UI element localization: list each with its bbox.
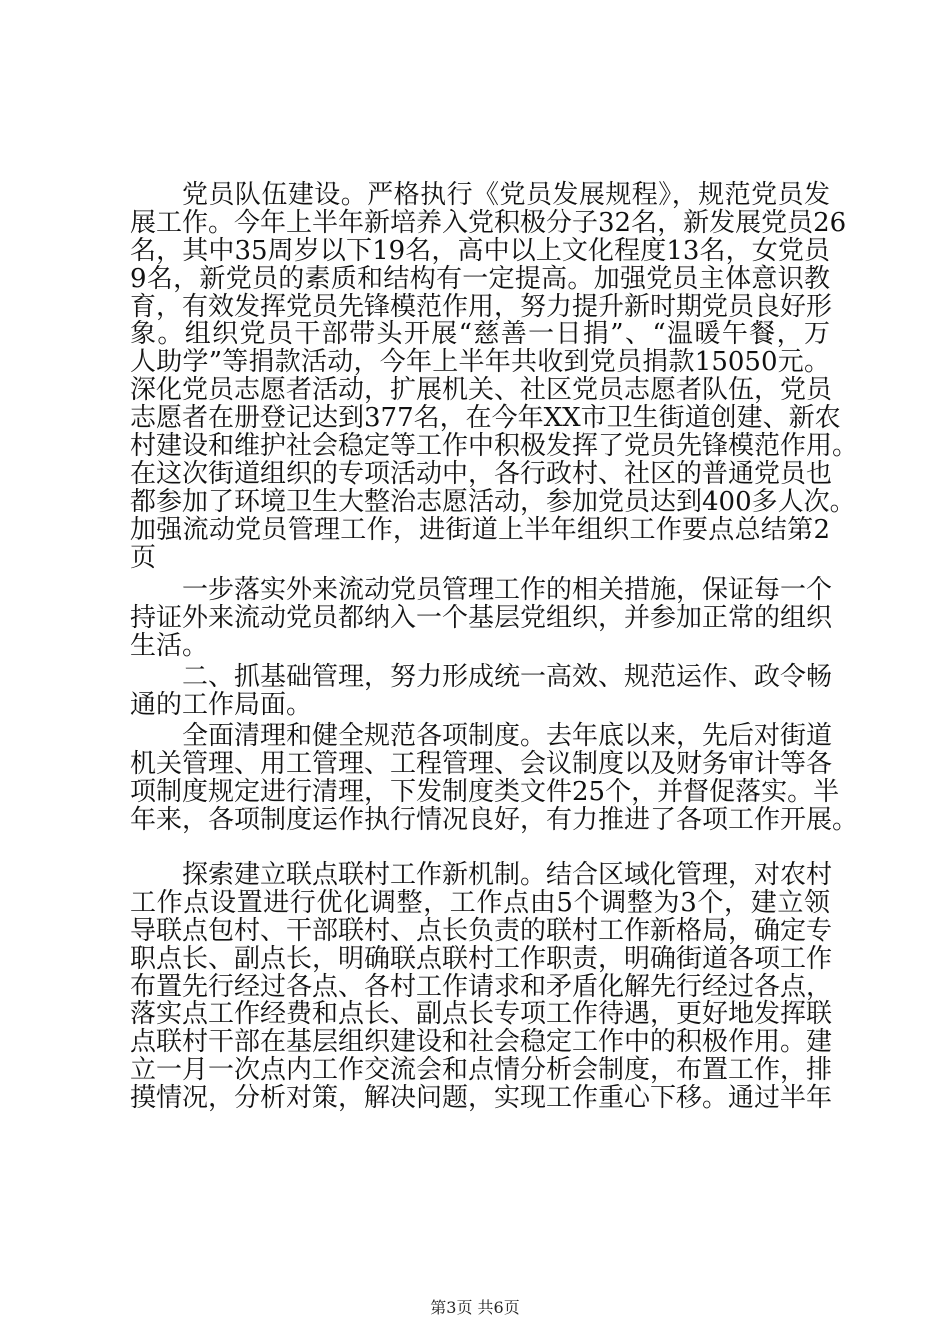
text-line: 深化党员志愿者活动，扩展机关、社区党员志愿者队伍，党员	[130, 375, 833, 405]
text-line: 9名，新党员的素质和结构有一定提高。加强党员主体意识教	[130, 264, 830, 294]
text-line: 志愿者在册登记达到377名，在今年XX市卫生街道创建、新农	[130, 403, 841, 433]
text-line: 布置先行经过各点、各村工作请求和矛盾化解先行经过各点，	[130, 972, 833, 1002]
text-line: 职点长、副点长，明确联点联村工作职责，明确街道各项工作	[130, 944, 833, 974]
text-line: 都参加了环境卫生大整治志愿活动，参加党员达到400多人次。	[130, 487, 856, 517]
text-line: 导联点包村、干部联村、点长负责的联村工作新格局，确定专	[130, 916, 833, 946]
section-heading: 通的工作局面。	[130, 690, 313, 720]
text-line: 加强流动党员管理工作，进街道上半年组织工作要点总结第2	[130, 515, 830, 545]
text-line: 年来，各项制度运作执行情况良好，有力推进了各项工作开展。	[130, 805, 859, 835]
text-line: 页	[130, 543, 157, 573]
text-line: 全面清理和健全规范各项制度。去年底以来，先后对街道	[182, 721, 833, 751]
text-line: 探索建立联点联村工作新机制。结合区域化管理，对农村	[182, 860, 833, 890]
text-line: 名，其中35周岁以下19名，高中以上文化程度13名，女党员	[130, 236, 830, 266]
text-line: 立一月一次点内工作交流会和点情分析会制度，布置工作，排	[130, 1055, 833, 1085]
text-line: 落实点工作经费和点长、副点长专项工作待遇，更好地发挥联	[130, 999, 833, 1029]
text-line: 机关管理、用工管理、工程管理、会议制度以及财务审计等各	[130, 749, 833, 779]
text-line: 项制度规定进行清理，下发制度类文件25个，并督促落实。半	[130, 777, 840, 807]
text-line: 在这次街道组织的专项活动中，各行政村、社区的普通党员也	[130, 459, 833, 489]
text-line: 育，有效发挥党员先锋模范作用，努力提升新时期党员良好形	[130, 292, 833, 322]
text-line: 象。组织党员干部带头开展“慈善一日捐”、“温暖午餐，万	[130, 319, 830, 349]
text-line: 生活。	[130, 631, 209, 661]
text-line: 一步落实外来流动党员管理工作的相关措施，保证每一个	[182, 575, 833, 605]
page-number: 第3页 共6页	[430, 1298, 520, 1317]
section-heading: 二、抓基础管理，努力形成统一高效、规范运作、政令畅	[182, 662, 833, 692]
text-line: 工作点设置进行优化调整，工作点由5个调整为3个，建立领	[130, 888, 830, 918]
text-line: 摸情况，分析对策，解决问题，实现工作重心下移。通过半年	[130, 1083, 833, 1113]
text-line: 展工作。今年上半年新培养入党积极分子32名，新发展党员26	[130, 208, 847, 238]
text-line: 点联村干部在基层组织建设和社会稳定工作中的积极作用。建	[130, 1027, 833, 1057]
text-line: 党员队伍建设。严格执行《党员发展规程》，规范党员发	[182, 180, 830, 210]
text-line: 村建设和维护社会稳定等工作中积极发挥了党员先锋模范作用。	[130, 431, 859, 461]
text-line: 持证外来流动党员都纳入一个基层党组织，并参加正常的组织	[130, 603, 833, 633]
text-line: 人助学”等捐款活动，今年上半年共收到党员捐款15050元。	[130, 347, 830, 377]
